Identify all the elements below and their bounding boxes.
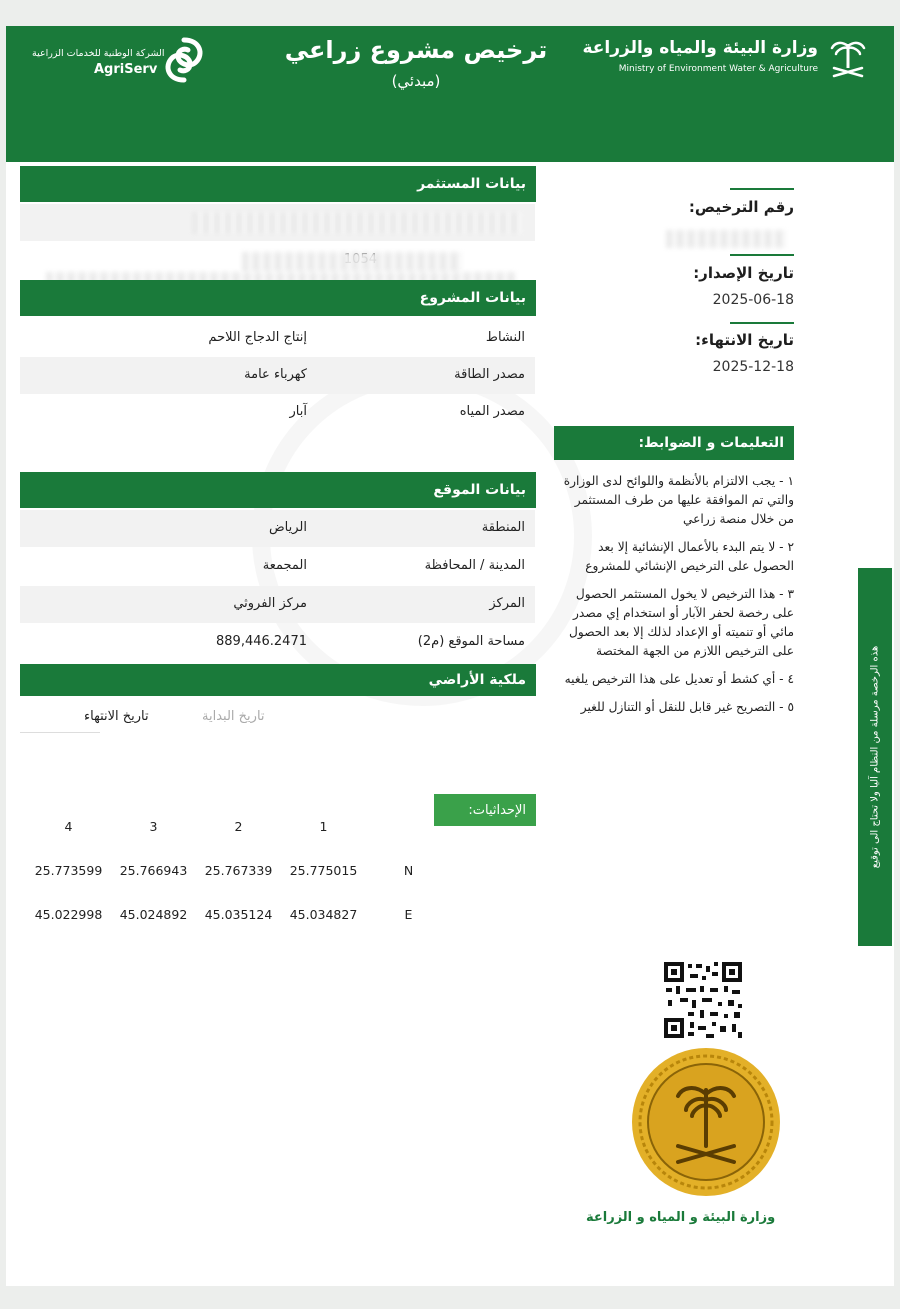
- table-cell: E: [404, 906, 413, 922]
- project-row-label: مصدر الطاقة: [454, 367, 525, 382]
- issue-date-label: تاريخ الإصدار:: [693, 264, 794, 282]
- project-heading: بيانات المشروع: [419, 290, 526, 306]
- table-cell: 1: [319, 818, 328, 834]
- redaction-scribble: [192, 212, 522, 234]
- issue-date-value: 2025-06-18: [712, 292, 794, 308]
- table-cell: 45.034827: [289, 906, 358, 922]
- gold-seal-icon: [630, 1046, 782, 1198]
- location-row-label: المركز: [489, 596, 525, 611]
- table-cell: 25.767339: [204, 862, 273, 878]
- location-row: [20, 586, 535, 623]
- agriserv-logo-icon: [156, 32, 212, 88]
- location-row-value: مركز الفروثي: [233, 596, 307, 611]
- ministry-english-name: Ministry of Environment Water & Agriculture: [618, 64, 818, 74]
- location-row-value: المجمعة: [262, 558, 307, 573]
- qr-code-icon: [662, 960, 744, 1040]
- project-row-value: كهرباء عامة: [244, 367, 307, 382]
- table-cell: 45.024892: [119, 906, 188, 922]
- redaction-scribble: [242, 252, 462, 272]
- location-row: [20, 548, 535, 585]
- document-title: ترخيص مشروع زراعي: [284, 36, 548, 64]
- divider: [730, 188, 794, 190]
- table-cell: 25.766943: [119, 862, 188, 878]
- project-row-label: النشاط: [485, 330, 525, 345]
- project-row: [20, 357, 535, 394]
- table-cell: 4: [64, 818, 73, 834]
- investor-heading: بيانات المستثمر: [417, 176, 526, 192]
- license-number-label: رقم الترخيص:: [688, 198, 794, 216]
- agriserv-arabic-name: الشركة الوطنية للخدمات الزراعية: [32, 48, 165, 59]
- investor-section-header: [20, 166, 536, 202]
- location-row-label: المنطقة: [481, 520, 525, 535]
- table-row: [26, 892, 451, 936]
- rules-section-header: [554, 426, 794, 460]
- expiry-date-label: تاريخ الانتهاء:: [695, 331, 794, 349]
- rule-item: ١ - يجب الالتزام بالأنظمة واللوائح لدى الوزارة والتي تم الموافقة عليها من طرف المستثمر من خلال منصة زراعي: [563, 474, 794, 526]
- location-section-header: [20, 472, 536, 508]
- table-row: [26, 848, 451, 892]
- divider: [20, 732, 100, 733]
- table-cell: 25.775015: [289, 862, 358, 878]
- location-row-value: الرياض: [268, 520, 307, 535]
- location-heading: بيانات الموقع: [433, 482, 526, 498]
- location-row: [20, 510, 535, 547]
- ownership-section-header: [20, 664, 536, 696]
- license-document: [6, 26, 894, 1286]
- header-bar: [6, 26, 894, 162]
- divider: [730, 322, 794, 324]
- redaction-scribble: [666, 230, 786, 248]
- table-cell: 45.022998: [34, 906, 103, 922]
- footer-ministry-name: وزارة البيئة و المياه و الزراعة: [586, 1210, 776, 1225]
- table-cell: 2: [234, 818, 243, 834]
- project-section-header: [20, 280, 536, 316]
- document-subtitle: (مبدئي): [391, 72, 441, 90]
- coordinates-heading: الإحداثيات:: [468, 802, 526, 818]
- table-cell: N: [403, 862, 414, 878]
- ministry-arabic-name: وزارة البيئة والمياه والزراعة: [582, 38, 818, 58]
- location-row-label: المدينة / المحافظة: [424, 558, 525, 573]
- project-row-label: مصدر المياه: [459, 404, 525, 419]
- ownership-heading: ملكية الأراضي: [428, 672, 526, 688]
- table-row: [26, 804, 451, 848]
- side-note-text: هذه الرخصة مرسلة من النظام آليا ولا تحتاج الى توقيع: [869, 645, 881, 869]
- project-row: [20, 320, 535, 357]
- project-row: [20, 394, 535, 431]
- location-row: [20, 624, 535, 661]
- project-row-value: آبار: [289, 404, 307, 419]
- expiry-date-value: 2025-12-18: [712, 359, 794, 375]
- location-row-value: 889,446.2471: [216, 634, 307, 649]
- rules-list: [556, 472, 794, 726]
- agriserv-english-name: AgriServ: [94, 62, 158, 77]
- rule-item: ٢ - لا يتم البدء بالأعمال الإنشائية إلا بعد الحصول على الترخيص الإنشائي للمشروع: [585, 540, 794, 573]
- rules-heading: التعليمات و الضوابط:: [638, 435, 784, 451]
- table-cell: [366, 804, 451, 848]
- table-cell: 3: [149, 818, 158, 834]
- ownership-end-label: تاريخ الانتهاء: [84, 709, 149, 724]
- coordinates-table: [26, 804, 451, 936]
- rule-item: ٣ - هذا الترخيص لا يخول المستثمر الحصول على رخصة لحفر الآبار أو استخدام إي مصدر مائي أو تنميته أو الإعداد لذلك إلا بعد الحصول على الترخيص اللازم من الجهة المختصة: [569, 587, 794, 658]
- palm-emblem-icon: [826, 34, 870, 82]
- location-row-label: مساحة الموقع (م2): [417, 634, 525, 649]
- table-cell: 25.773599: [34, 862, 103, 878]
- project-row-value: إنتاج الدجاج اللاحم: [208, 330, 307, 345]
- rule-item: ٤ - أي كشط أو تعديل على هذا الترخيص يلغيه: [564, 672, 794, 686]
- side-note-tab: [858, 568, 892, 946]
- divider: [730, 254, 794, 256]
- table-cell: 45.035124: [204, 906, 273, 922]
- rule-item: ٥ - التصريح غير قابل للنقل أو التنازل للغير: [580, 700, 794, 714]
- ownership-start-label: تاريخ البداية: [202, 709, 265, 724]
